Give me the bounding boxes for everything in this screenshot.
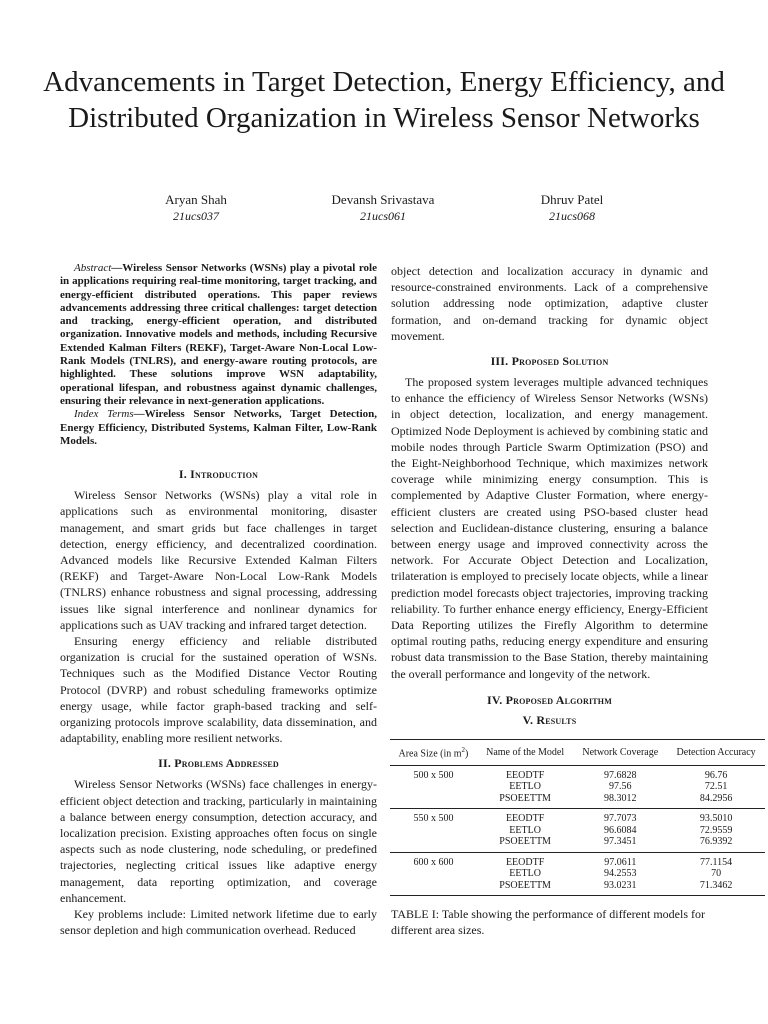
cell-area-empty xyxy=(390,825,477,837)
intro-paragraph-1: Wireless Sensor Networks (WSNs) play a vital role in applications such as environmental monitoring, disaster management, and smart grids but face challenges in target detection, energy efficiency, and decentralized coordination. Advanced models like Recursive Extended Kalman Filters (REKF) and Target-Aware Non-Local Low-Rank Models (TNLRS) enhance robustness and signal processing, addressing issues like signal interference and nonlinear dynamics for applications such as UAV tracking and infrared target detection. xyxy=(60,488,377,632)
cell-coverage: 98.3012 xyxy=(573,793,667,809)
table-header-row xyxy=(390,739,765,765)
section-heading-results: V. Results xyxy=(522,712,577,727)
solution-paragraph: The proposed system leverages multiple advanced techniques to enhance the efficiency of Wireless Sensor Networks (WSNs) in object detection, localization, and energy management. Optimized Node Deployment is achieved by combining static and mobile nodes through Particle Swarm Optimization (PSO) and the Eight-Neighborhood Technique, which maximizes network coverage while minimizing energy consumption. This is complemented by Adaptive Cluster Formation, where energy-efficient clusters are created using PSO-based cluster head selection and Euclidean-distance clustering, ensuring a balance between energy usage and improved connectivity across the network. For Accurate Object Detection and Localization, trilateration is employed to precisely locate objects, while a linear prediction model forecasts object trajectories, improving tracking reliability. To further enhance energy efficiency, Energy-Efficient Data Reporting utilizes the Firefly Algorithm to determine optimal routing paths, reducing energy expenditure and ensuring robust data transmission to the Base Station, thereby maintaining the overall performance and longevity of the network. xyxy=(391,375,708,681)
table-row xyxy=(390,809,765,825)
cell-coverage: 96.6084 xyxy=(604,824,637,836)
table-row xyxy=(390,836,765,852)
table-row xyxy=(390,825,765,837)
index-terms xyxy=(60,408,377,448)
author-name: Dhruv Patel xyxy=(540,192,604,207)
table-row xyxy=(390,765,765,781)
paper-title: Advancements in Target Detection, Energy Efficiency, and Distributed Organization in Wireless Sensor Networks xyxy=(43,66,725,134)
cell-accuracy: 72.51 xyxy=(704,781,728,793)
cell-accuracy: 71.3462 xyxy=(667,880,765,896)
cell-area: 500 x 500 xyxy=(413,769,454,781)
author-id: 21ucs037 xyxy=(173,209,219,223)
header-coverage: Network Coverage xyxy=(573,739,667,765)
author-name: Devansh Srivastava xyxy=(331,192,435,207)
author-1 xyxy=(96,191,296,224)
cell-accuracy: 96.76 xyxy=(704,769,728,781)
cell-area-empty xyxy=(390,836,477,852)
left-column xyxy=(60,262,377,938)
table-row xyxy=(390,880,765,896)
header-area-size: Area Size (in $m^2$) xyxy=(390,739,477,765)
table-row xyxy=(390,793,765,809)
section-heading-problems: II. Problems Addressed xyxy=(158,756,279,771)
table-row xyxy=(390,852,765,868)
cell-model: EEODTF xyxy=(505,813,545,825)
cell-accuracy: 70 xyxy=(711,868,722,880)
table-row xyxy=(390,868,765,880)
cell-coverage: 97.56 xyxy=(609,781,632,793)
header-model: Name of the Model xyxy=(477,739,573,765)
cell-coverage: 97.6828 xyxy=(604,769,637,781)
results-table xyxy=(390,739,765,896)
cell-accuracy: 77.1154 xyxy=(700,856,733,868)
abstract-text: —Wireless Sensor Networks (WSNs) play a pivotal role in applications requiring real-time monitoring, target tracking, and energy-efficient distributed operations. This paper reviews advancements addressing three critical challenges: target detection and tracking, energy-efficient operation, and distributed organization. Innovative models and methods, including Recursive Extended Kalman Filters (REKF), Target-Aware Non-Local Low-Rank Models (TNLRS), and energy-aware routing protocols, are highlighted. These solutions improve WSN adaptability, operational lifespan, and robustness against dynamic challenges, ensuring their relevance in next-generation applications. xyxy=(60,262,377,407)
cell-model: EEODTF xyxy=(505,856,545,868)
cell-model: PSOEETTM xyxy=(477,880,573,896)
cell-coverage: 97.3451 xyxy=(573,836,667,852)
problems-paragraph-1: Wireless Sensor Networks (WSNs) face challenges in energy-efficient object detection and tracking, particularly in maintaining a balance between energy consumption, detection accuracy, and localization precision. Existing approaches often focus on single aspects such as node clustering, node scheduling, or predefined trajectories, neglecting critical issues like adaptive energy management, data reporting optimization, and coverage enhancement. xyxy=(60,777,377,905)
section-heading-introduction: I. Introduction xyxy=(178,467,259,482)
problems-paragraph-2: Key problems include: Limited network lifetime due to early sensor depletion and high communication overhead. Reduced xyxy=(60,907,377,938)
table-caption: TABLE I: Table showing the performance of different models for different area sizes. xyxy=(391,907,705,938)
abstract xyxy=(60,262,377,408)
cell-area: 550 x 500 xyxy=(413,813,454,825)
index-terms-label: Index Terms xyxy=(74,408,134,421)
header-accuracy: Detection Accuracy xyxy=(667,739,765,765)
cell-accuracy: 93.5010 xyxy=(699,813,733,825)
cell-accuracy: 72.9559 xyxy=(699,824,733,836)
index-terms-text: —Wireless Sensor Networks, Target Detection, Energy Efficiency, Distributed Systems, Kalman Filter, Low-Rank Models. xyxy=(60,408,377,447)
cell-accuracy: 84.2956 xyxy=(667,793,765,809)
author-id: 21ucs068 xyxy=(549,209,595,223)
cell-area-empty xyxy=(390,781,477,793)
cell-area-empty xyxy=(390,793,477,809)
author-3 xyxy=(472,191,672,224)
problems-continuation: object detection and localization accuracy in dynamic and resource-constrained environments. Lack of a comprehensive solution addressing node optimization, adaptive cluster formation, and on-demand tracking for dynamic object movement. xyxy=(391,264,708,343)
table-row xyxy=(390,781,765,793)
cell-area-empty xyxy=(390,880,477,896)
author-id: 21ucs061 xyxy=(360,209,406,223)
cell-model: EETLO xyxy=(509,824,541,836)
section-heading-solution: III. Proposed Solution xyxy=(490,354,609,369)
cell-model: PSOEETTM xyxy=(477,793,573,809)
intro-paragraph-2: Ensuring energy efficiency and reliable distributed organization is crucial for the sustained operation of WSNs. Techniques such as the Modified Distance Vector Routing Protocol (DVRP) and robust scheduling frameworks optimize energy usage, while factor graph-based tracking and self-organizing protocols improve scalability, data dissemination, and adaptability, enabling more resilient networks. xyxy=(60,633,377,746)
abstract-label: Abstract xyxy=(74,262,112,274)
cell-coverage: 94.2553 xyxy=(604,868,637,880)
cell-model: PSOEETTM xyxy=(477,836,573,852)
author-2 xyxy=(283,191,483,224)
section-heading-algorithm: IV. Proposed Algorithm xyxy=(487,692,612,707)
cell-model: EEODTF xyxy=(505,769,545,781)
author-name: Aryan Shah xyxy=(165,192,227,207)
cell-coverage: 97.0611 xyxy=(604,856,637,868)
cell-coverage: 97.7073 xyxy=(604,813,637,825)
cell-model: EETLO xyxy=(509,868,541,880)
cell-model: EETLO xyxy=(509,781,541,793)
author-block xyxy=(0,191,768,231)
cell-coverage: 93.0231 xyxy=(573,880,667,896)
cell-area: 600 x 600 xyxy=(413,856,454,868)
cell-area-empty xyxy=(390,868,477,880)
right-column xyxy=(391,263,756,938)
cell-accuracy: 76.9392 xyxy=(667,836,765,852)
